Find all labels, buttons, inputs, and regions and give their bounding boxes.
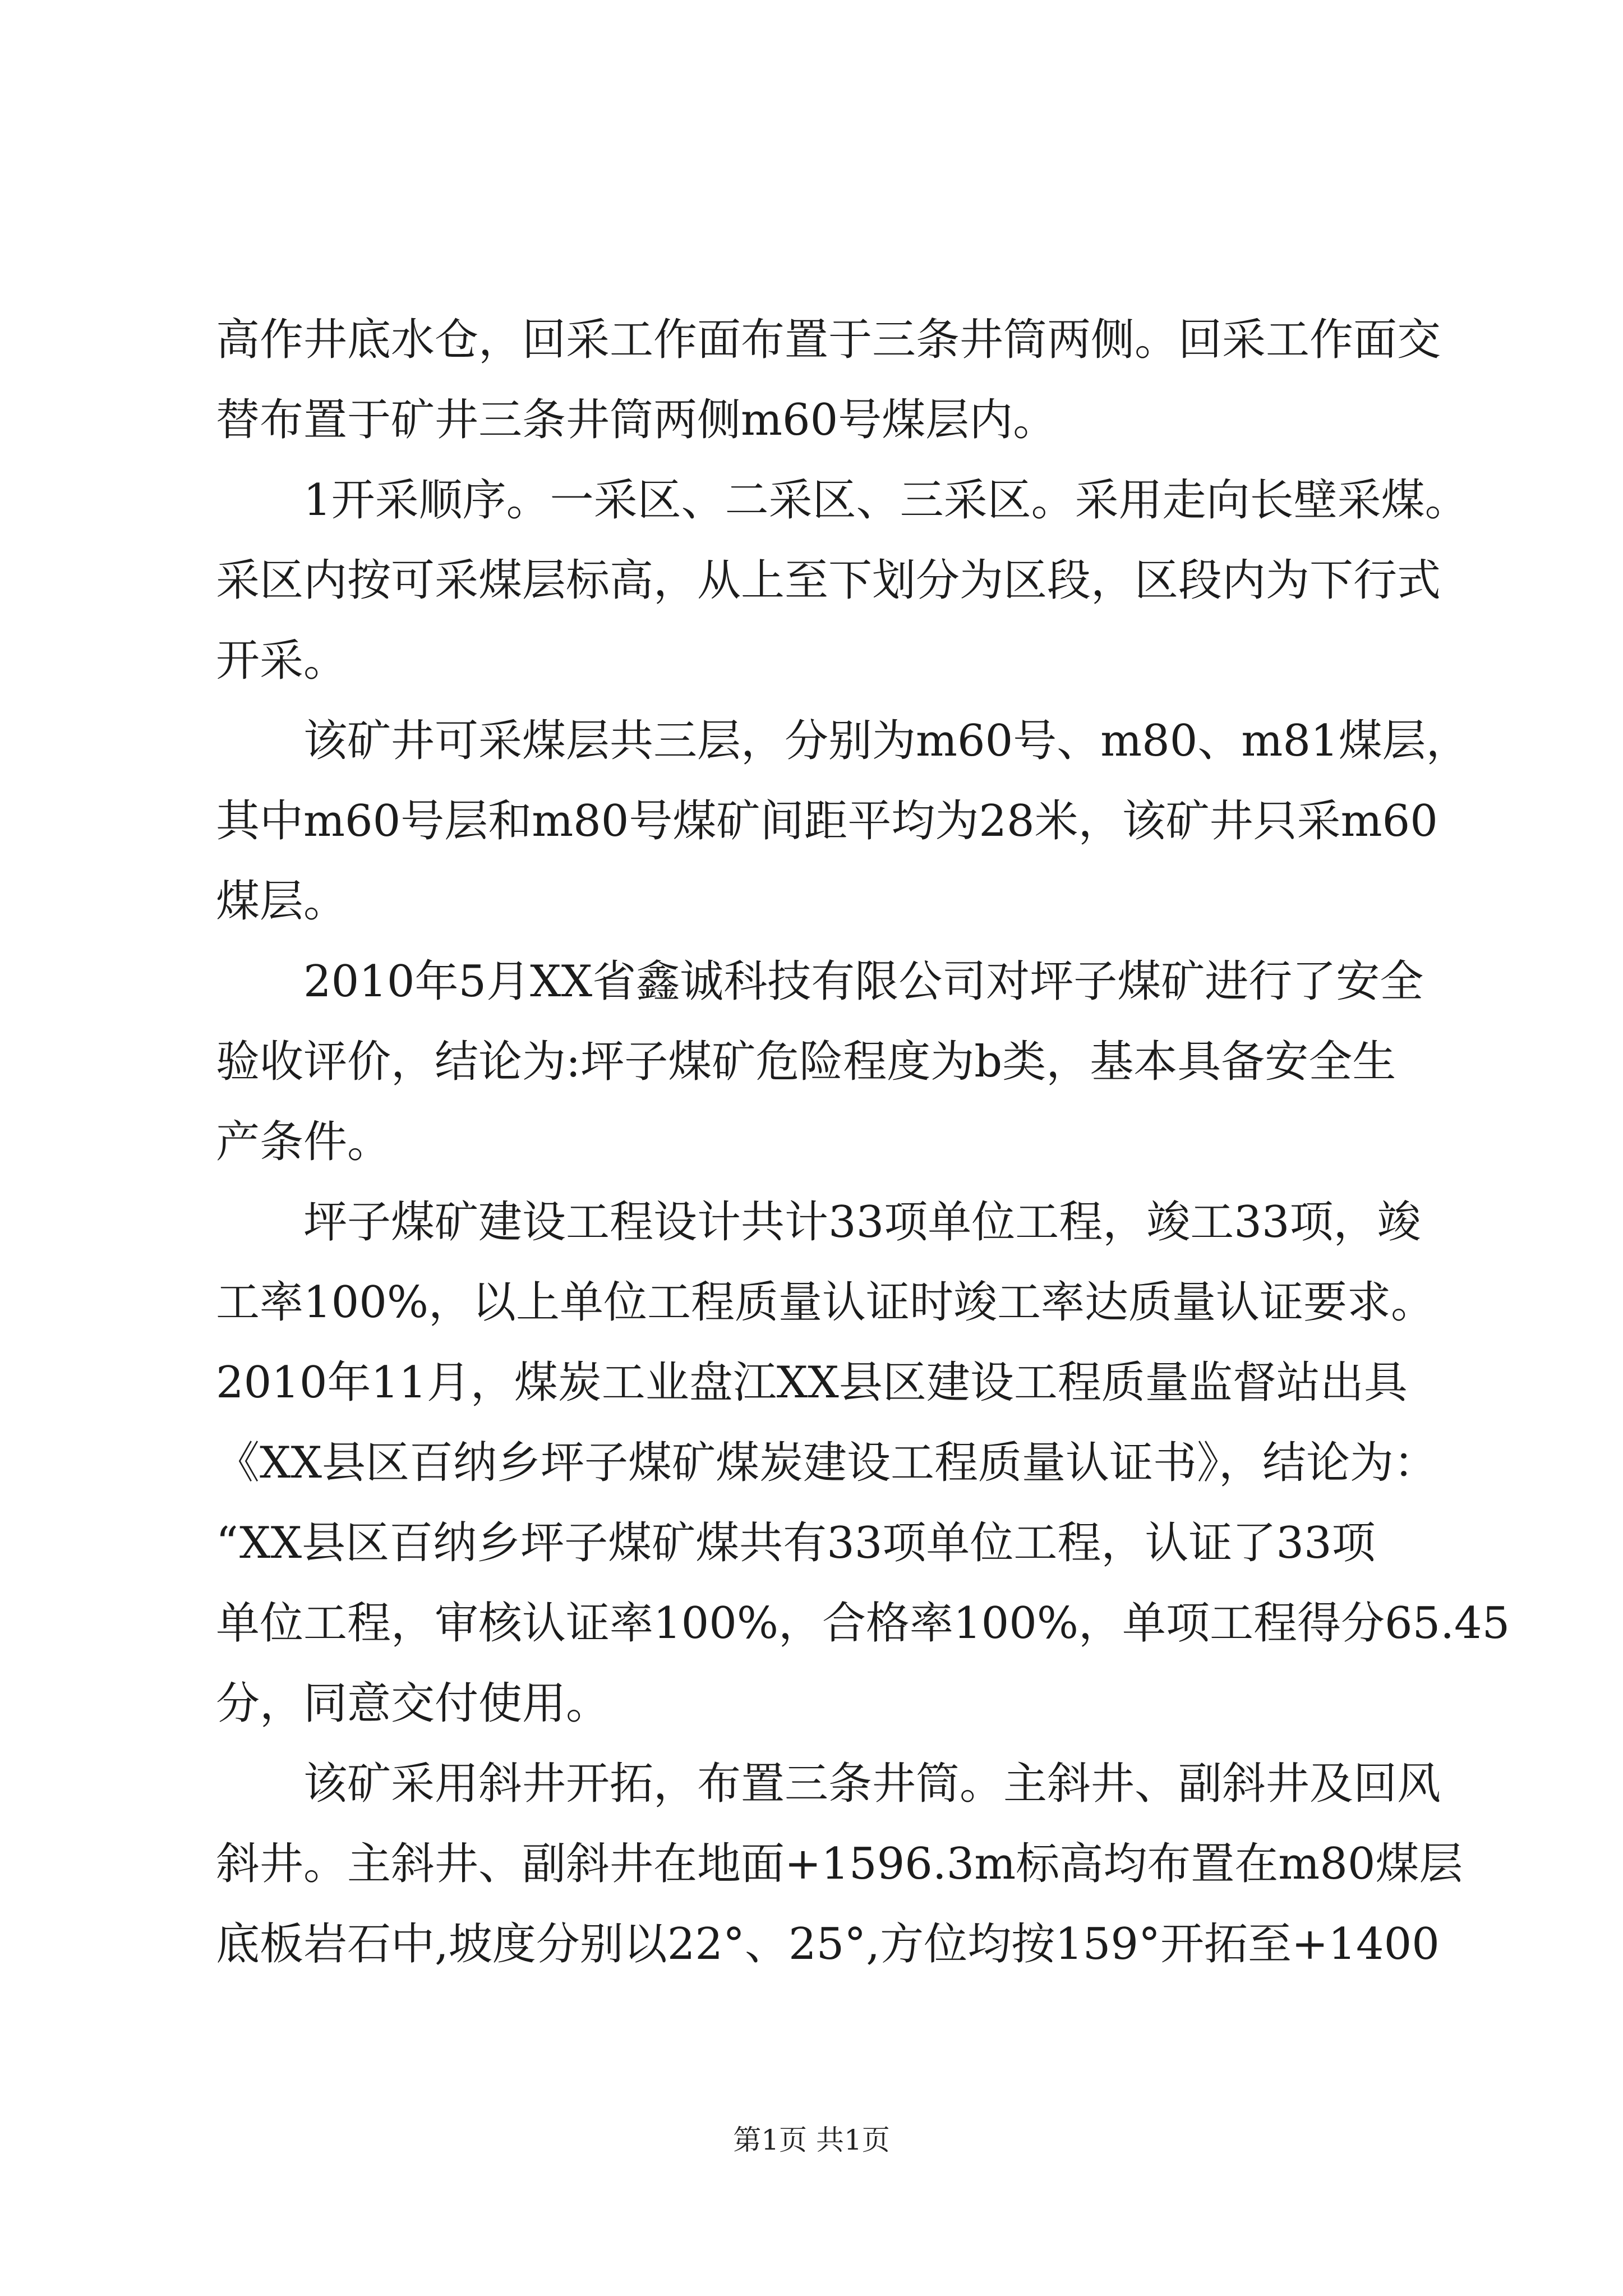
page-number: 第1页 共1页 <box>733 2124 890 2156</box>
text-line: 1开采顺序。一采区、二采区、三采区。采用走向长壁采煤。 <box>303 475 1469 526</box>
text-line: 斜井。主斜井、副斜井在地面+1596.3m标高均布置在m80煤层 <box>216 1839 1463 1889</box>
text-line: 开采。 <box>216 636 348 686</box>
document-body <box>216 300 1510 1985</box>
text-line: 底板岩石中,坡度分别以22°、25°,方位均按159°开拓至+1400 <box>216 1919 1440 1970</box>
text-line: 单位工程，审核认证率100%，合格率100%，单项工程得分65.45 <box>216 1598 1510 1649</box>
text-line: 该矿井可采煤层共三层，分别为m60号、m80、m81煤层， <box>303 716 1470 766</box>
text-line: 该矿采用斜井开拓，布置三条井筒。主斜井、副斜井及回风 <box>303 1759 1441 1809</box>
page-footer <box>0 2118 1623 2158</box>
text-line: 产条件。 <box>216 1117 391 1167</box>
text-line: “XX县区百纳乡坪子煤矿煤共有33项单位工程，认证了33项 <box>216 1518 1376 1568</box>
text-line: 分，同意交付使用。 <box>216 1678 610 1729</box>
text-line: 2010年5月XX省鑫诚科技有限公司对坪子煤矿进行了安全 <box>303 956 1424 1007</box>
text-line: 验收评价，结论为:坪子煤矿危险程度为b类，基本具备安全生 <box>216 1037 1396 1087</box>
text-line: 其中m60号层和m80号煤矿间距平均为28米，该矿井只采m60 <box>216 796 1438 846</box>
text-line: 采区内按可采煤层标高，从上至下划分为区段，区段内为下行式 <box>216 555 1441 606</box>
text-line: 2010年11月，煤炭工业盘江XX县区建设工程质量监督站出具 <box>216 1358 1408 1408</box>
text-line: 替布置于矿井三条井筒两侧m60号煤层内。 <box>216 395 1057 445</box>
text-line: 煤层。 <box>216 876 348 927</box>
text-line: 高作井底水仓，回采工作面布置于三条井筒两侧。回采工作面交 <box>216 315 1441 365</box>
text-line: 《XX县区百纳乡坪子煤矿煤炭建设工程质量认证书》，结论为： <box>216 1438 1438 1488</box>
text-line: 坪子煤矿建设工程设计共计33项单位工程，竣工33项，竣 <box>303 1197 1421 1248</box>
text-line: 工率100%，以上单位工程质量认证时竣工率达质量认证要求。 <box>216 1277 1435 1328</box>
